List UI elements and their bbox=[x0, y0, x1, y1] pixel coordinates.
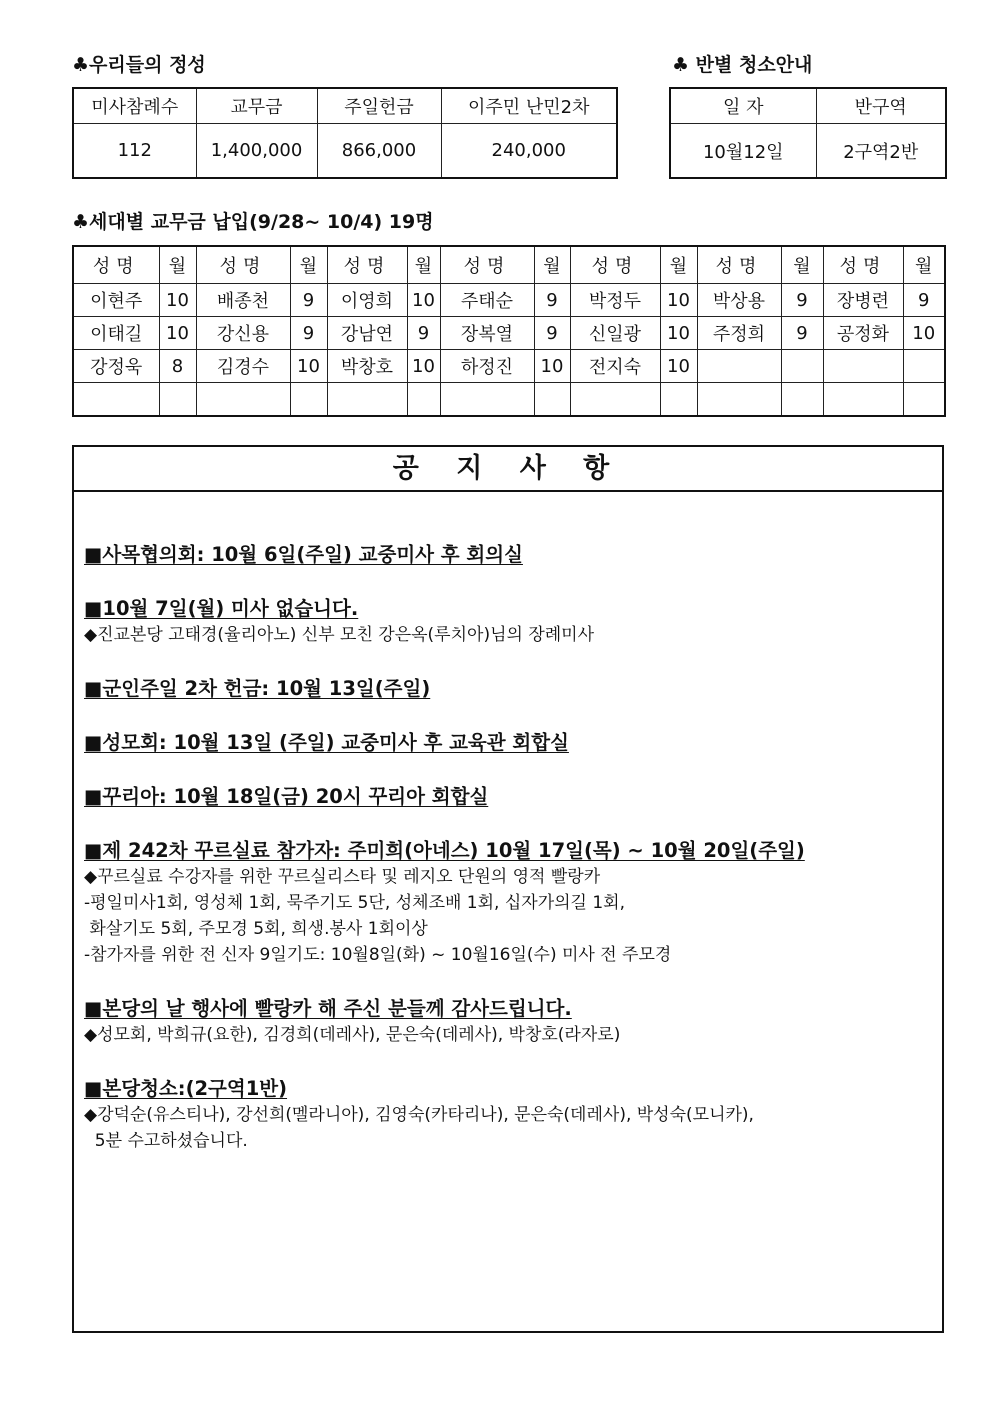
notice-line: ◆성모회, 박희규(요한), 김경희(데레사), 문은숙(데레사), 박창호(라자로) bbox=[84, 1025, 621, 1045]
header-month: 월 bbox=[534, 246, 570, 284]
member-month bbox=[534, 383, 570, 417]
cleaning-table bbox=[669, 87, 947, 179]
notice-title: 공 지 사 항 bbox=[74, 447, 942, 492]
member-name bbox=[697, 350, 781, 383]
member-name bbox=[73, 383, 159, 417]
member-name: 주정희 bbox=[697, 317, 781, 350]
member-month bbox=[290, 383, 327, 417]
member-month: 9 bbox=[781, 284, 823, 317]
dues-title: ♣세대별 교무금 납입(9/28~ 10/4) 19명 bbox=[72, 211, 434, 233]
member-name: 박상용 bbox=[697, 284, 781, 317]
member-name: 신일광 bbox=[570, 317, 660, 350]
member-month: 10 bbox=[407, 284, 440, 317]
member-name bbox=[196, 383, 290, 417]
member-month bbox=[159, 383, 196, 417]
cleaning-header-row bbox=[670, 88, 946, 124]
member-month: 9 bbox=[290, 284, 327, 317]
member-name: 공정화 bbox=[823, 317, 903, 350]
value-refugee-offering: 240,000 bbox=[441, 124, 617, 179]
notice-line: 5분 수고하셨습니다. bbox=[84, 1131, 248, 1151]
notice-line: ◆꾸르실료 수강자를 위한 꾸르실리스타 및 레지오 단원의 영적 빨랑카 bbox=[84, 867, 601, 887]
member-name: 강남연 bbox=[327, 317, 407, 350]
member-name: 강신용 bbox=[196, 317, 290, 350]
notice-heading: ■꾸리아: 10월 18일(금) 20시 꾸리아 회합실 bbox=[84, 785, 489, 808]
member-month: 9 bbox=[407, 317, 440, 350]
value-dues: 1,400,000 bbox=[196, 124, 317, 179]
header-district: 반구역 bbox=[816, 88, 946, 124]
member-name bbox=[697, 383, 781, 417]
member-month: 9 bbox=[534, 317, 570, 350]
member-month: 9 bbox=[290, 317, 327, 350]
header-name: 성명 bbox=[327, 246, 407, 284]
member-name: 배종천 bbox=[196, 284, 290, 317]
notice-line: -참가자를 위한 전 신자 9일기도: 10월8일(화) ~ 10월16일(수) 미사 전 주모경 bbox=[84, 945, 672, 965]
member-name: 하정진 bbox=[440, 350, 534, 383]
member-month: 10 bbox=[159, 317, 196, 350]
member-name: 김경수 bbox=[196, 350, 290, 383]
header-name: 성명 bbox=[823, 246, 903, 284]
member-month: 10 bbox=[407, 350, 440, 383]
notice-box bbox=[72, 445, 944, 1333]
dues-row bbox=[73, 350, 945, 383]
header-month: 월 bbox=[407, 246, 440, 284]
member-month: 10 bbox=[534, 350, 570, 383]
offering-title: ♣우리들의 정성 bbox=[72, 54, 206, 76]
member-name bbox=[823, 383, 903, 417]
dues-header-row bbox=[73, 246, 945, 284]
member-name bbox=[440, 383, 534, 417]
member-month: 10 bbox=[660, 317, 697, 350]
cleaning-title: ♣ 반별 청소안내 bbox=[672, 54, 813, 76]
notice-heading: ■본당청소:(2구역1반) bbox=[84, 1077, 288, 1100]
header-refugee-offering: 이주민 난민2차 bbox=[441, 88, 617, 124]
header-name: 성명 bbox=[196, 246, 290, 284]
member-name bbox=[327, 383, 407, 417]
header-month: 월 bbox=[159, 246, 196, 284]
header-sunday-offering: 주일헌금 bbox=[317, 88, 441, 124]
notice-heading: ■10월 7일(월) 미사 없습니다. bbox=[84, 597, 359, 620]
header-month: 월 bbox=[781, 246, 823, 284]
member-name: 강정욱 bbox=[73, 350, 159, 383]
offering-header-row bbox=[73, 88, 617, 124]
header-month: 월 bbox=[903, 246, 945, 284]
header-month: 월 bbox=[290, 246, 327, 284]
notice-heading: ■사목협의회: 10월 6일(주일) 교중미사 후 회의실 bbox=[84, 543, 523, 566]
dues-row bbox=[73, 383, 945, 417]
header-date: 일 자 bbox=[670, 88, 816, 124]
member-month: 8 bbox=[159, 350, 196, 383]
cleaning-value-row bbox=[670, 124, 946, 179]
notice-line: ◆강덕순(유스티나), 강선희(멜라니아), 김영숙(카타리나), 문은숙(데레사), 박성숙(모니카), bbox=[84, 1105, 754, 1125]
header-name: 성명 bbox=[440, 246, 534, 284]
notice-line: ◆진교본당 고태경(율리아노) 신부 모친 강은옥(루치아)님의 장례미사 bbox=[84, 625, 595, 645]
member-name: 이영희 bbox=[327, 284, 407, 317]
notice-heading: ■제 242차 꾸르실료 참가자: 주미희(아네스) 10월 17일(목) ~ 10월 20일(주일) bbox=[84, 839, 805, 862]
header-attendance: 미사참례수 bbox=[73, 88, 196, 124]
member-month: 10 bbox=[660, 284, 697, 317]
member-name: 장복열 bbox=[440, 317, 534, 350]
notice-heading: ■본당의 날 행사에 빨랑카 해 주신 분들께 감사드립니다. bbox=[84, 997, 572, 1020]
value-attendance: 112 bbox=[73, 124, 196, 179]
member-month bbox=[660, 383, 697, 417]
member-month bbox=[903, 383, 945, 417]
header-name: 성명 bbox=[73, 246, 159, 284]
member-month: 10 bbox=[660, 350, 697, 383]
notice-line: 화살기도 5회, 주모경 5회, 희생.봉사 1회이상 bbox=[84, 919, 428, 939]
offering-table bbox=[72, 87, 618, 179]
dues-table bbox=[72, 245, 946, 417]
header-name: 성명 bbox=[697, 246, 781, 284]
member-name bbox=[823, 350, 903, 383]
member-name: 주태순 bbox=[440, 284, 534, 317]
member-month: 9 bbox=[534, 284, 570, 317]
member-month: 9 bbox=[781, 317, 823, 350]
member-name: 전지숙 bbox=[570, 350, 660, 383]
member-name: 박창호 bbox=[327, 350, 407, 383]
member-month bbox=[781, 383, 823, 417]
member-month: 10 bbox=[290, 350, 327, 383]
member-month bbox=[407, 383, 440, 417]
header-month: 월 bbox=[660, 246, 697, 284]
member-month bbox=[903, 350, 945, 383]
header-dues: 교무금 bbox=[196, 88, 317, 124]
value-date: 10월12일 bbox=[670, 124, 816, 179]
member-name bbox=[570, 383, 660, 417]
member-name: 이현주 bbox=[73, 284, 159, 317]
header-name: 성명 bbox=[570, 246, 660, 284]
member-month: 10 bbox=[903, 317, 945, 350]
notice-heading: ■군인주일 2차 헌금: 10월 13일(주일) bbox=[84, 677, 431, 700]
member-month bbox=[781, 350, 823, 383]
member-name: 박정두 bbox=[570, 284, 660, 317]
notice-heading: ■성모회: 10월 13일 (주일) 교중미사 후 교육관 회합실 bbox=[84, 731, 569, 754]
value-district: 2구역2반 bbox=[816, 124, 946, 179]
notice-line: -평일미사1회, 영성체 1회, 묵주기도 5단, 성체조배 1회, 십자가의길 1회, bbox=[84, 893, 626, 913]
member-name: 이태길 bbox=[73, 317, 159, 350]
dues-row bbox=[73, 317, 945, 350]
notice-body bbox=[84, 542, 934, 1154]
member-name: 장병련 bbox=[823, 284, 903, 317]
member-month: 10 bbox=[159, 284, 196, 317]
value-sunday-offering: 866,000 bbox=[317, 124, 441, 179]
dues-row bbox=[73, 284, 945, 317]
member-month: 9 bbox=[903, 284, 945, 317]
offering-value-row bbox=[73, 124, 617, 179]
